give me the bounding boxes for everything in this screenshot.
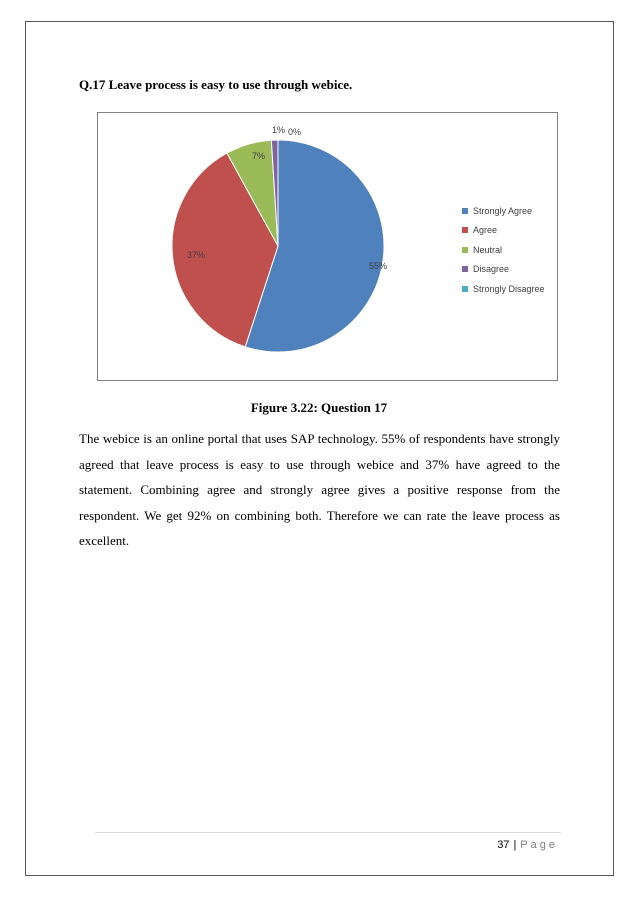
figure-caption: Figure 3.22: Question 17 — [250, 400, 388, 415]
page-word: Page — [520, 839, 558, 851]
chart-legend — [462, 201, 545, 299]
legend-swatch — [462, 227, 468, 233]
legend-swatch — [462, 247, 468, 253]
page-number: 37 — [497, 839, 510, 851]
body-paragraph: The webice is an online portal that uses SAP technology. 55% of respondents have strongly agreed that leave process is easy to use through webice and 37% have agreed to the statement. Combining agree and strongly agree gives a positive response from the respondent. We get 92% on combining both. Therefore we can rate the leave process as excellent. — [79, 431, 560, 549]
legend-item-strongly-disagree — [462, 279, 545, 299]
legend-label: Strongly Agree — [473, 205, 533, 216]
footer-separator: | — [513, 839, 517, 851]
legend-item-neutral — [462, 240, 545, 260]
legend-swatch — [462, 266, 468, 272]
footer-rule — [95, 832, 561, 833]
pie-chart-frame — [97, 112, 558, 381]
question-heading: Q.17 Leave process is easy to use through webice. — [79, 77, 353, 92]
data-label-strongly-agree: 55% — [369, 261, 388, 271]
legend-label: Strongly Disagree — [473, 283, 545, 294]
legend-item-agree — [462, 221, 545, 241]
legend-label: Disagree — [473, 264, 510, 275]
data-label-agree: 37% — [187, 250, 206, 260]
data-label-strongly-disagree: 0% — [288, 127, 302, 137]
legend-label: Neutral — [473, 244, 503, 255]
legend-label: Agree — [473, 225, 498, 236]
page-footer — [497, 839, 558, 851]
legend-item-strongly-agree — [462, 201, 545, 221]
legend-swatch — [462, 286, 468, 292]
legend-item-disagree — [462, 260, 545, 280]
data-label-disagree: 1% — [272, 125, 286, 135]
data-label-neutral: 7% — [252, 151, 266, 161]
legend-swatch — [462, 208, 468, 214]
